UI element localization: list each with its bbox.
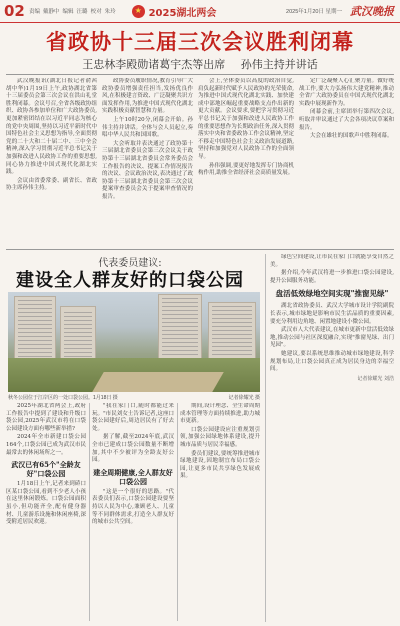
feature-subhead: 盘活低效绿地空间实现"推窗见绿" [275,289,389,299]
divider [6,74,394,75]
feature-subhead: 武汉已有65个"全龄友好"口袋公园 [11,460,81,479]
masthead [0,0,400,23]
section-title: 2025湖北两会 [148,7,217,19]
lead-headline: 省政协十三届三次会议胜利闭幕 [46,30,354,54]
lead-paragraph: 会上,全体委员以高度的政治自觉,肩负起新时代赋予人民政协的光荣使命,为推进中国式现代化湖北实践、加快建成中部地区崛起重要战略支点作出新的更大贡献。会议要求,要把学习贯彻习近平总书记关于加强和改进人民政协工作的重要思想作为长期政治任务,深入贯彻落实中央和省委政协工作会议精神,坚定不移走中国特色社会主义政治发展道路,坚持和加强党对人民政协工作的全面领导。 [198,78,294,160]
subheadline-part: 王忠林李殿勋诸葛宇杰等出席 [82,58,226,71]
lead-paragraph: 政协委员履职情况,教育引导广大政协委员增强责任担当,发扬优良作风,在积极建言资政、广泛凝聚共识方面发挥作用,为推进中国式现代化湖北实践积极贡献智慧和力量。 [102,78,193,115]
editor-credit: 责编 [29,9,41,15]
lead-paragraph: 会议由省委常委、副省长、省政协主席孙伟主持。 [6,177,97,192]
lead-paragraph: 定广泛凝聚人心汇聚力量。做好统战工作,要大力弘扬伟大建党精神,推动全省广大政协委员在中国式现代化湖北实践中展现新作为。 [299,78,394,107]
national-emblem-icon [132,5,145,18]
park-path [92,372,224,392]
feature-subhead: 建全周期健康,全人群友好口袋公园 [93,467,173,486]
feature-paragraph: 2024年全市新建口袋公园164个,口袋公园已成为武汉市民最常去的休闲场所之一。 [6,434,86,456]
lead-subheadline [0,56,400,72]
column-divider [265,254,266,622]
feature-column-3 [180,403,260,623]
feature-paragraph: 口袋公园建设应注重规划引领,加强公园绿地体系建设,提升城市品质与居民幸福感。 [180,426,260,448]
editor-credits [29,7,116,15]
feature-paragraph: 委员们建议,要统筹推进城市绿地建设,因地制宜布局口袋公园,让更多市民共享绿色发展成果。 [180,450,260,480]
feature-paragraph: 期间,设计理念、全生命周期成本管理等方面持续推进,助力城市更新。 [180,403,260,425]
reporter-credit: 记者徐耀光 刘浩 [357,375,394,382]
photo-credit: 记者徐耀光 摄 [228,395,260,401]
editor-credit: 编辑 [62,9,74,15]
feature-paragraph: 她建议,要以系统思维推动城市绿地建设,科学规划布局,让口袋公园真正成为居民身边的幸福空间。 [270,350,394,373]
subheadline-part: 孙伟主持并讲话 [240,58,318,71]
divider [6,249,394,250]
feature-paragraph: 2025年湖北省两会上,政府工作报告中提到了建设和升级口袋公园,2025年武汉市将在口袋公园建设方面有哪些新举措? [6,403,86,432]
feature-sidebar [270,254,394,622]
lead-column-2 [102,78,193,246]
feature-paragraph: "这是一个很好的思路。"代表委员们表示,口袋公园建设要坚持以人民为中心,兼顾老人、儿童等不同群体需求,打造全人群友好的城市公共空间。 [92,488,174,526]
lead-paragraph: 武汉晚报讯(湖北日报记者俞茜 胡中华)1月19日上午,政协湖北省第十三届委员会第三次会议在洪山礼堂胜利闭幕。会议号召,全省各级政协组织、政协各参加单位和广大政协委员,更加紧密团结在以习近平同志为核心的党中央周围,坚持以习近平新时代中国特色社会主义思想为指导,全面贯彻党的二十大和二十届二中、三中全会精神,深入学习贯彻习近平总书记关于加强和改进人民政协工作的重要思想,同心协力推进中国式现代化湖北实践。 [6,78,97,176]
feature-paragraph: 1月18日上午,记者来到硚口区某口袋公园,看到不少老人小孩在这里休闲锻炼。口袋公园面积虽小,但功能齐全,配有健身器材、儿童游乐设施和休闲座椅,深受附近居民欢迎。 [6,481,86,526]
lead-paragraph: 上午10时20分,闭幕会开始。孙伟主持并讲话。全体与会人员起立,奏唱中华人民共和国国歌。 [102,116,193,139]
feature-column-1 [6,403,86,623]
editor-credit: 汪璐 [76,9,88,15]
feature-paragraph: "我在家门口,随时都能过来玩。"市民刘女士告诉记者,这座口袋公园建好后,周边居民有了好去处。 [92,403,174,432]
feature-headline: 建设全人群友好的口袋公园 [16,270,244,291]
feature-paragraph: 湖北省政协委员、武汉大学城市设计学院副院长表示,城市绿地是影响市民生活品质的重要因素,要充分利用边角地、闲置地建设小微公园。 [270,303,394,325]
pocket-park-photo [8,292,260,392]
photo-caption [8,394,260,401]
feature-paragraph: 据了解,截至2024年底,武汉全市已建成口袋公园数量不断增加,其中不少被评为全龄友好公园。 [92,434,174,464]
lead-paragraph: 孙伟强调,要更好地发挥专门协商机构作用,助推全省经济社会高质量发展。 [198,162,294,177]
column-divider [89,403,90,621]
newspaper-logo: 武汉晚报 [350,5,394,18]
lead-paragraph: 大会听取并表决通过了政协第十三届湖北省委员会第三次会议关于政协第十三届湖北省委员会常务委员会工作报告的决议、提案工作情况报告的决议、会议政治决议,表决通过了政协第十三届湖北省委员会第三次会议提案审查委员会关于提案审查情况的报告。 [102,140,193,200]
feature-kicker: 代表委员建议: [98,258,162,269]
feature-paragraph: 武汉市人大代表建议,在城市更新中盘活低效绿地,推动公园与社区深度融合,实现"推窗见绿、出门见园"。 [270,327,394,349]
lead-paragraph: 大会在雄壮的国歌声中胜利闭幕。 [310,133,393,140]
editor-credit: 戴静中 [43,9,60,15]
column-divider [177,403,178,621]
page-number: 02 [4,2,25,20]
lead-column-4 [299,78,394,246]
feature-paragraph: 绿色空间建设,让市民在家门口就能享受自然之美。 [270,254,394,268]
lead-column-3 [198,78,294,246]
lead-paragraph: 闭幕会前,主席团举行第四次会议,听取并审议通过了大会各项决议草案和报告。 [299,109,394,131]
feature-paragraph: 据介绍,今年武汉将进一步推进口袋公园建设,提升公园服务功能。 [270,270,394,284]
issue-date: 2025年1月20日 星期一 [286,9,342,15]
caption-text: 秋冬公园位于江岸区的一处口袋公园。1月18日 摄 [8,395,118,401]
feature-column-2 [92,403,174,623]
editor-credit: 校对 [90,9,102,15]
editor-credit: 朱玲 [104,9,116,15]
lead-column-1 [6,78,97,246]
